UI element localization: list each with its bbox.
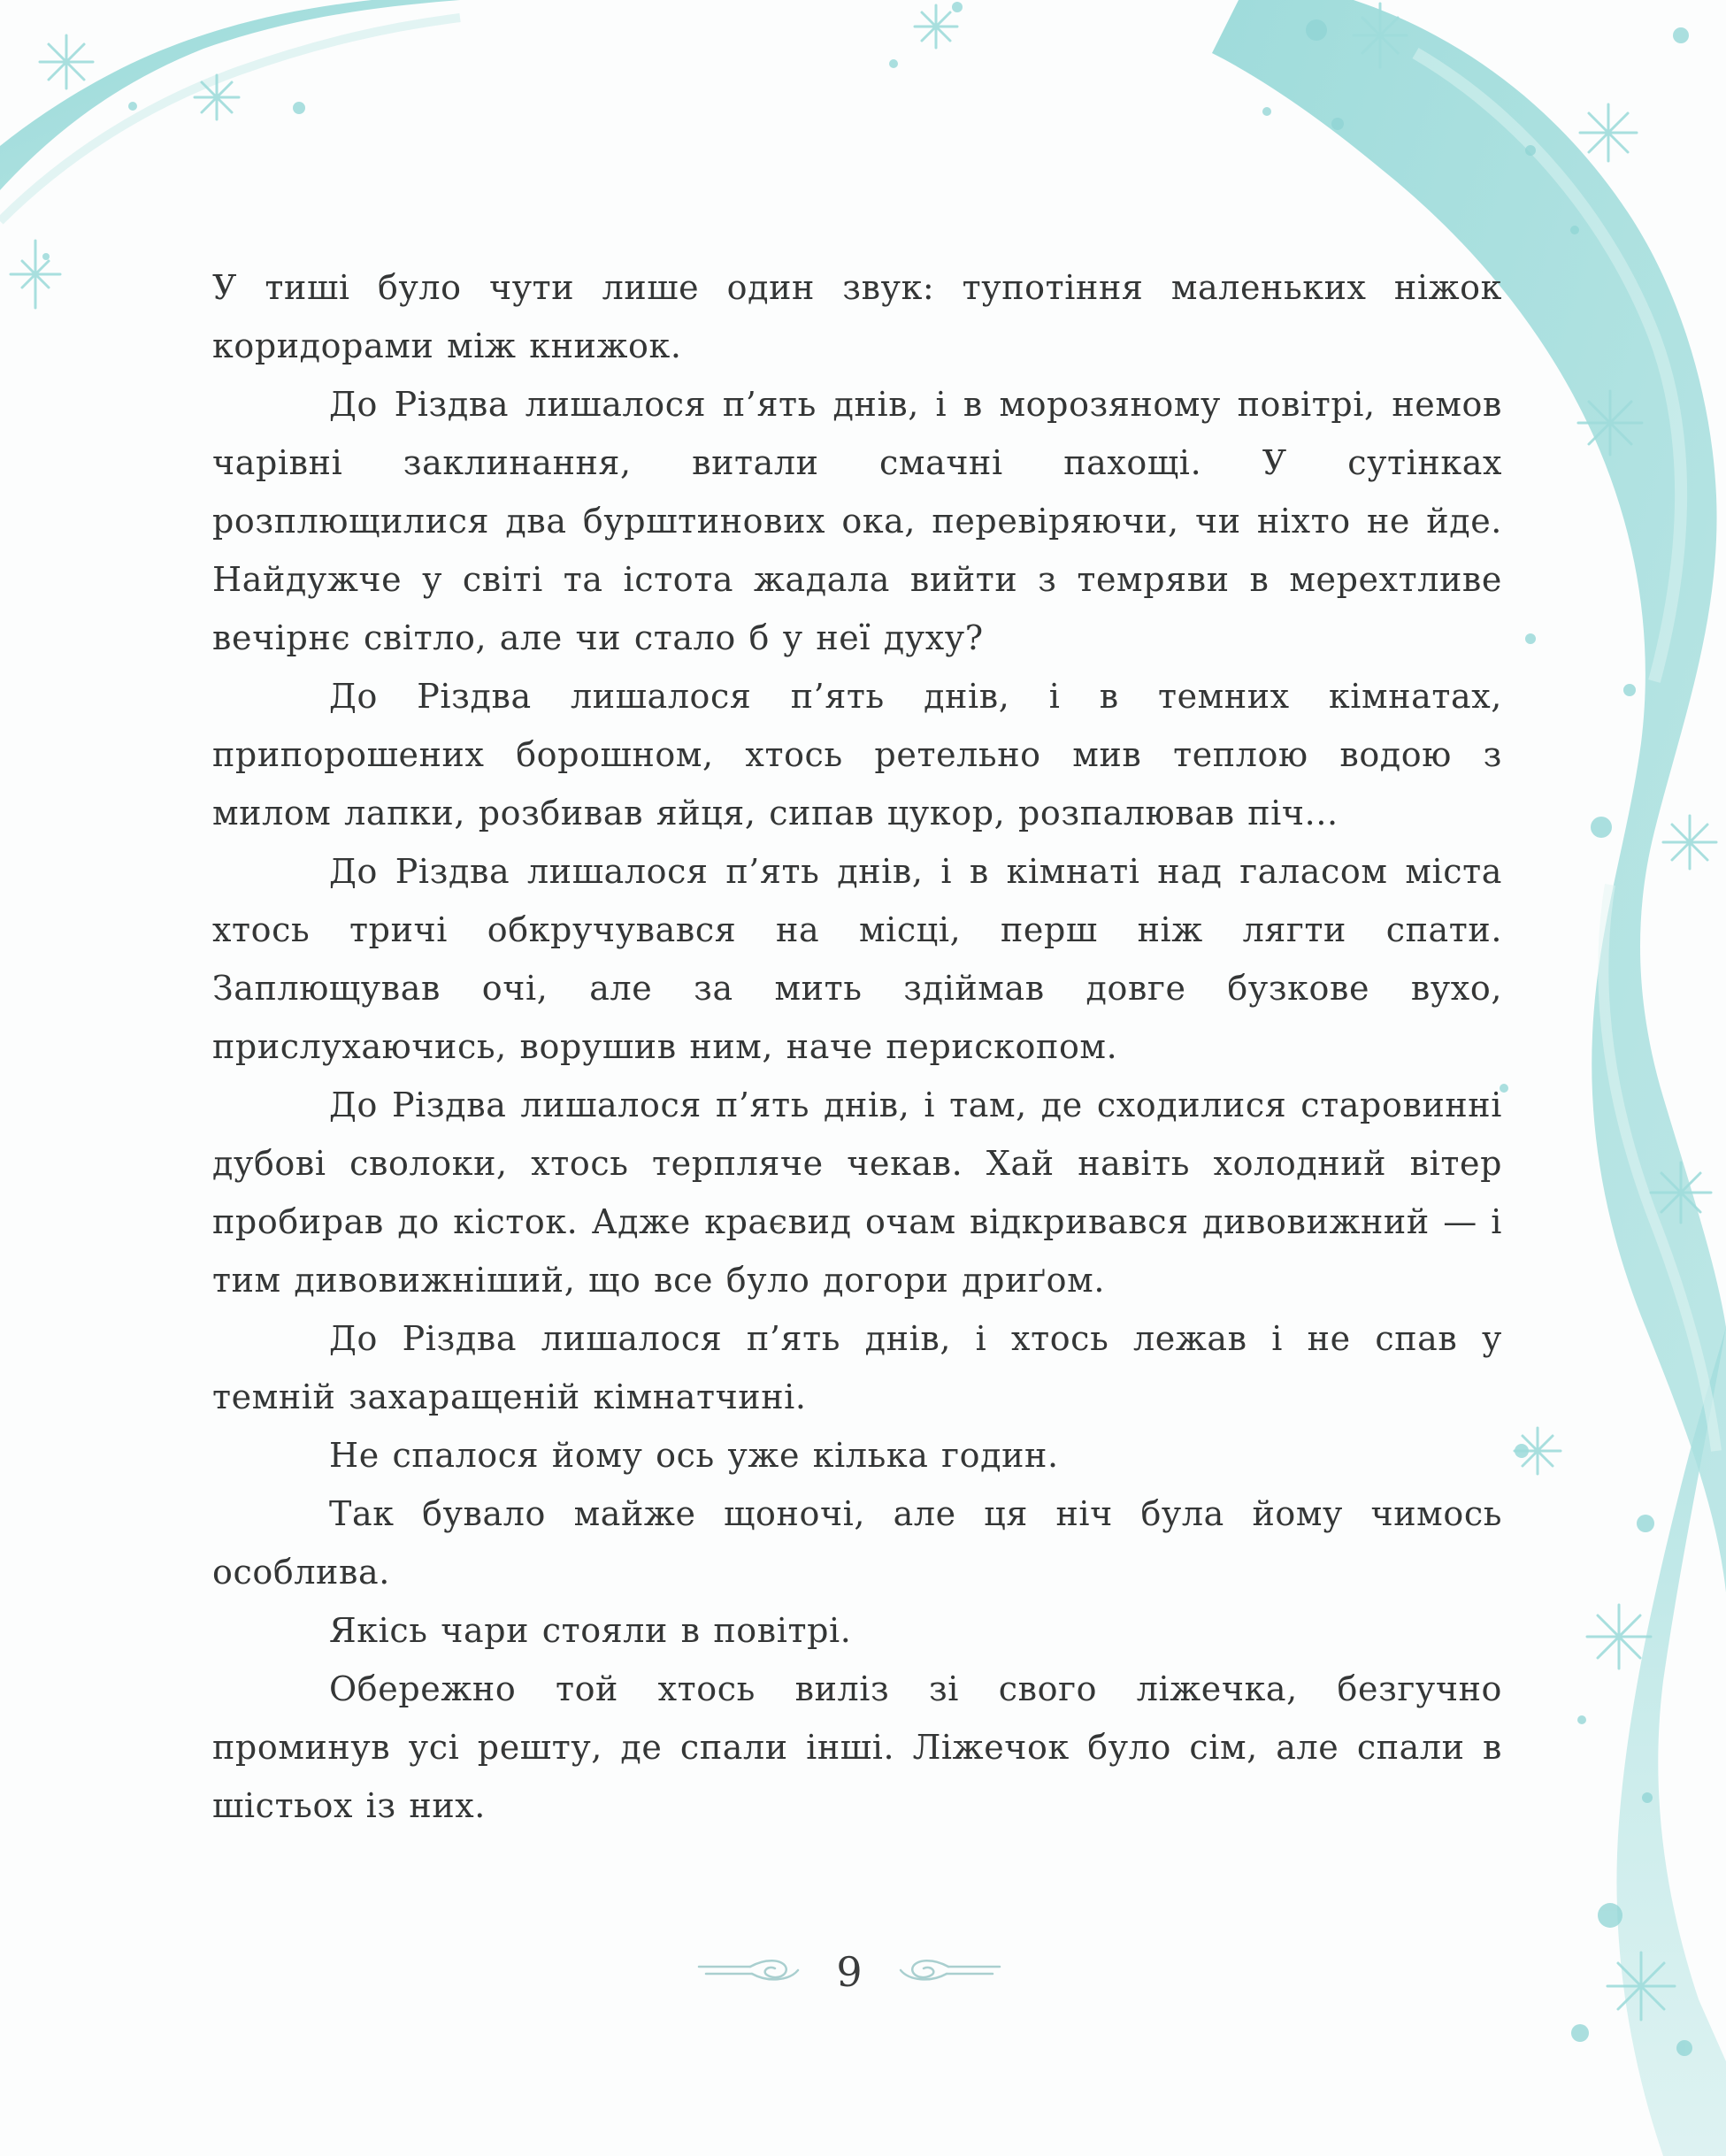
paragraph: Так бувало майже щоночі, але ця ніч була йому чимось особлива. [212, 1494, 1502, 1592]
paragraph: Не спалося йому ось уже кілька годин. [329, 1436, 1059, 1475]
paragraph: До Різдва лишалося п’ять днів, і в темних кімнатах, припорошених борошном, хтось ретельно мив теплою водою з милом лапки, розбивав яйця, сипав цукор, розпалював піч... [212, 677, 1502, 832]
paragraph: До Різдва лишалося п’ять днів, і в морозяному повітрі, немов чарівні заклинання, витали смачні пахощі. У сутінках розплющилися два бурштинових ока, перевіряючи, чи ніхто не йде. Найдужче у світі та істота жадала вийти з темряви в мерехтливе вечірнє світло, але чи стало б у неї духу? [212, 385, 1502, 657]
page-footer [690, 1940, 1009, 2011]
paragraph: Якісь чари стояли в повітрі. [329, 1611, 852, 1650]
page-number: 9 [836, 1948, 863, 1996]
paragraph: Обережно той хтось виліз зі свого ліжечка, безгучно проминув усі решту, де спали інші. Ліжечок було сім, але спали в шістьох із них. [212, 1669, 1502, 1825]
paragraph: До Різдва лишалося п’ять днів, і в кімнаті над галасом міста хтось тричі обкручувався на місці, перш ніж лягти спати. Заплющував очі, але за мить здіймав довге бузкове вухо, прислухаючись, ворушив ним, наче перископом. [212, 852, 1502, 1066]
flourish-icon [895, 1954, 1001, 1986]
paragraph: У тиші було чути лише один звук: тупотіння маленьких ніжок коридорами між книжок. [212, 268, 1502, 365]
paragraph: До Різдва лишалося п’ять днів, і хтось лежав і не спав у темній захаращеній кімнатчині. [212, 1319, 1502, 1416]
paragraph: До Різдва лишалося п’ять днів, і там, де сходилися старовинні дубові сволоки, хтось терпляче чекав. Хай навіть холодний вітер пробирав до кісток. Адже краєвид очам відкривався дивовижний — і тим дивовижніший, що все було догори дриґом. [212, 1086, 1502, 1300]
flourish-icon [697, 1954, 803, 1986]
story-text [212, 258, 1502, 1835]
